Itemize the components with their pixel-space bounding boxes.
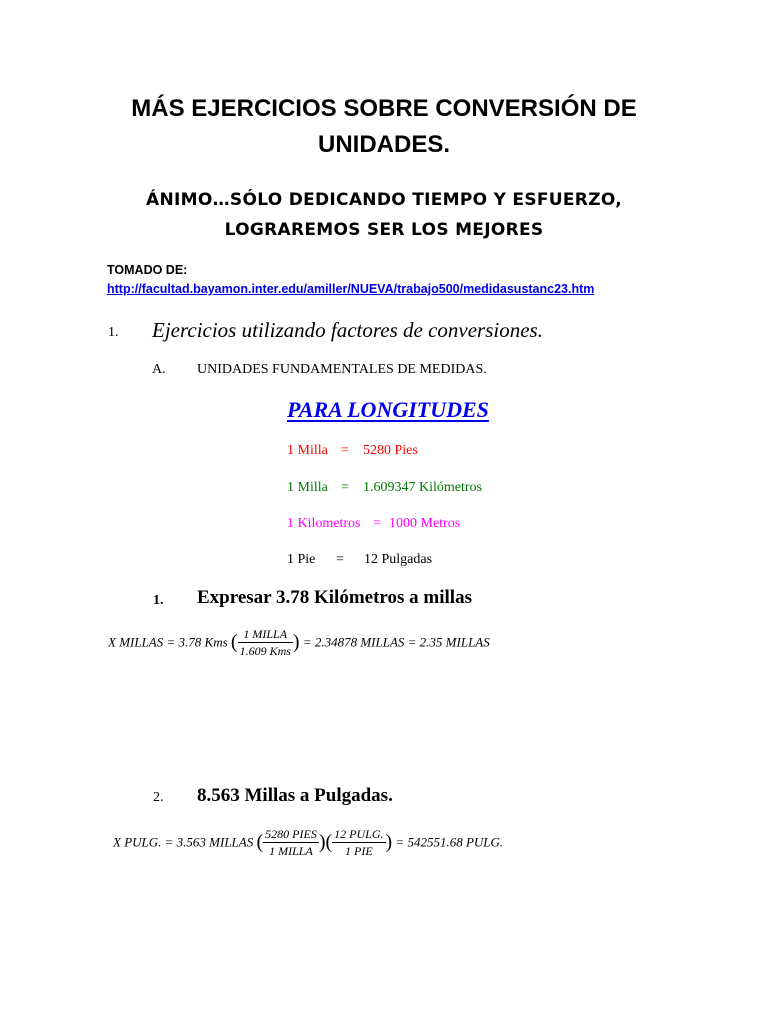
conversion-equals: = — [341, 443, 349, 458]
conversion-left: 1 Milla — [287, 480, 328, 495]
page-title-line-1: MÁS EJERCICIOS SOBRE CONVERSIÓN DE — [131, 95, 637, 122]
conversion-left: 1 Pie — [287, 552, 316, 567]
exercise-number: 2. — [153, 790, 164, 805]
fraction-denominator: 1.609 Kms — [239, 644, 291, 658]
subtitle-line-2: LOGRAREMOS SER LOS MEJORES — [224, 220, 544, 240]
fraction-denominator: 1 MILLA — [269, 844, 313, 858]
conversion-left: 1 Milla — [287, 443, 328, 458]
subsection-title: UNIDADES FUNDAMENTALES DE MEDIDAS. — [197, 362, 487, 377]
exercise-number: 1. — [153, 593, 164, 608]
conversion-equals: = — [341, 480, 349, 495]
conversion-equals: = — [336, 552, 344, 567]
open-paren: ( — [325, 831, 333, 853]
fraction-numerator: 5280 PIES — [265, 827, 317, 841]
subsection-letter: A. — [152, 362, 166, 377]
section-title: Ejercicios utilizando factores de conversiones. — [152, 318, 543, 342]
fraction-denominator: 1 PIE — [345, 844, 373, 858]
fraction-numerator: 12 PULG. — [334, 827, 384, 841]
formula-fraction — [263, 826, 319, 859]
section-number: 1. — [108, 325, 119, 340]
source-link[interactable]: http://facultad.bayamon.inter.edu/amiller/NUEVA/trabajo500/medidasustanc23.htm — [107, 282, 595, 296]
conversion-right: 12 Pulgadas — [364, 552, 433, 567]
page-title-line-2: UNIDADES. — [317, 131, 450, 158]
exercise-formula — [113, 826, 503, 859]
exercise-title: 8.563 Millas a Pulgadas. — [197, 785, 393, 806]
fraction-numerator: 1 MILLA — [238, 626, 293, 643]
conversion-right: 1.609347 Kilómetros — [363, 480, 482, 495]
formula-end: = 2.34878 MILLAS = 2.35 MILLAS — [302, 634, 490, 650]
formula-fraction — [332, 826, 385, 859]
formula-end: = 542551.68 PULG. — [395, 834, 504, 850]
source-label: TOMADO DE: — [107, 263, 188, 277]
close-paren: ) — [318, 831, 326, 853]
conversion-left: 1 Kilometros — [287, 516, 361, 531]
conversion-equals: = — [373, 516, 381, 531]
open-paren: ( — [256, 831, 264, 853]
length-heading: PARA LONGITUDES — [287, 397, 489, 422]
close-paren: ) — [292, 631, 300, 653]
conversion-right: 1000 Metros — [389, 516, 461, 531]
formula-start: X PULG. = 3.563 MILLAS — [113, 834, 254, 850]
close-paren: ) — [385, 831, 393, 853]
subtitle-line-1: ÁNIMO…SÓLO DEDICANDO TIEMPO Y ESFUERZO, — [146, 190, 622, 210]
conversion-right: 5280 Pies — [363, 443, 418, 458]
open-paren: ( — [230, 631, 238, 653]
formula-fraction — [238, 626, 293, 659]
exercise-title: Expresar 3.78 Kilómetros a millas — [197, 587, 472, 608]
exercise-formula — [108, 626, 490, 659]
formula-start: X MILLAS = 3.78 Kms — [108, 634, 228, 650]
